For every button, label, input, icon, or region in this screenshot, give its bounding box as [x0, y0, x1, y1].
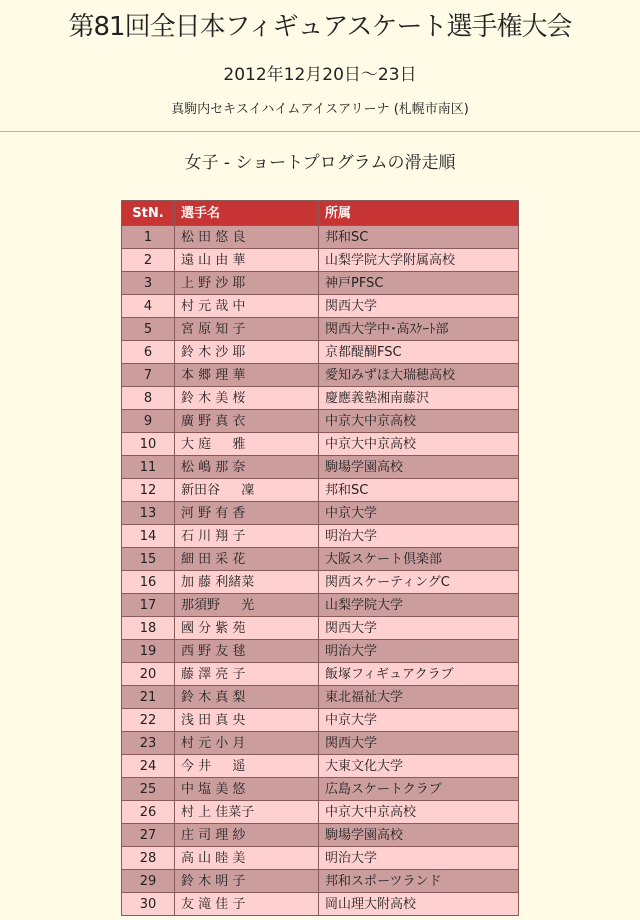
- club-cell: 明治大学: [319, 640, 519, 663]
- table-body: [122, 226, 519, 916]
- skater-name-cell: 鈴 木 沙 耶: [175, 341, 319, 364]
- skater-name-cell: 廣 野 真 衣: [175, 410, 319, 433]
- skater-name-cell: 新田谷 凜: [175, 479, 319, 502]
- skater-name-cell: 高 山 睦 美: [175, 847, 319, 870]
- club-cell: 邦和スポーツランド: [319, 870, 519, 893]
- start-number-cell: 27: [122, 824, 175, 847]
- skater-name-cell: 西 野 友 毬: [175, 640, 319, 663]
- skater-name-cell: 加 藤 利緒菜: [175, 571, 319, 594]
- table-row: [122, 617, 519, 640]
- start-number-cell: 3: [122, 272, 175, 295]
- skater-name-cell: 今 井 遥: [175, 755, 319, 778]
- start-number-cell: 25: [122, 778, 175, 801]
- start-number-cell: 5: [122, 318, 175, 341]
- skater-name-cell: 村 上 佳菜子: [175, 801, 319, 824]
- table-row: [122, 226, 519, 249]
- club-cell: 中京大中京高校: [319, 801, 519, 824]
- skater-name-cell: 庄 司 理 紗: [175, 824, 319, 847]
- club-cell: 広島スケートクラブ: [319, 778, 519, 801]
- skater-name-cell: 國 分 紫 苑: [175, 617, 319, 640]
- skater-name-cell: 村 元 哉 中: [175, 295, 319, 318]
- club-cell: 邦和SC: [319, 479, 519, 502]
- club-cell: 愛知みずほ大瑞穂高校: [319, 364, 519, 387]
- start-number-cell: 18: [122, 617, 175, 640]
- table-row: [122, 663, 519, 686]
- start-number-cell: 2: [122, 249, 175, 272]
- club-cell: 京都醍醐FSC: [319, 341, 519, 364]
- start-order-table: [121, 200, 519, 916]
- club-cell: 駒場学園高校: [319, 456, 519, 479]
- table-header-row: [122, 201, 519, 226]
- club-cell: 中京大中京高校: [319, 410, 519, 433]
- start-number-cell: 7: [122, 364, 175, 387]
- club-cell: 大阪スケート倶楽部: [319, 548, 519, 571]
- skater-name-cell: 宮 原 知 子: [175, 318, 319, 341]
- skater-name-cell: 鈴 木 真 梨: [175, 686, 319, 709]
- table-row: [122, 640, 519, 663]
- table-row: [122, 318, 519, 341]
- start-number-cell: 17: [122, 594, 175, 617]
- club-cell: 関西大学: [319, 732, 519, 755]
- table-row: [122, 847, 519, 870]
- table-row: [122, 709, 519, 732]
- club-cell: 駒場学園高校: [319, 824, 519, 847]
- table-row: [122, 272, 519, 295]
- skater-name-cell: 河 野 有 香: [175, 502, 319, 525]
- start-number-cell: 4: [122, 295, 175, 318]
- table-row: [122, 594, 519, 617]
- start-number-cell: 20: [122, 663, 175, 686]
- club-cell: 飯塚フィギュアクラブ: [319, 663, 519, 686]
- section-subtitle: 女子 - ショートプログラムの滑走順: [184, 153, 456, 173]
- club-cell: 中京大学: [319, 502, 519, 525]
- skater-name-cell: 鈴 木 美 桜: [175, 387, 319, 410]
- table-row: [122, 732, 519, 755]
- skater-name-cell: 大 庭 雅: [175, 433, 319, 456]
- skater-name-cell: 松 田 悠 良: [175, 226, 319, 249]
- start-number-cell: 22: [122, 709, 175, 732]
- event-dates: 2012年12月20日〜23日: [223, 65, 417, 85]
- divider: [0, 131, 640, 132]
- club-cell: 関西スケーティングC: [319, 571, 519, 594]
- column-header-skater-name: 選手名: [175, 201, 319, 226]
- skater-name-cell: 友 滝 佳 子: [175, 893, 319, 916]
- start-number-cell: 12: [122, 479, 175, 502]
- column-header-start-number: StN.: [122, 201, 175, 226]
- skater-name-cell: 本 郷 理 華: [175, 364, 319, 387]
- start-number-cell: 1: [122, 226, 175, 249]
- club-cell: 邦和SC: [319, 226, 519, 249]
- table-row: [122, 824, 519, 847]
- club-cell: 中京大学: [319, 709, 519, 732]
- table-row: [122, 801, 519, 824]
- start-number-cell: 8: [122, 387, 175, 410]
- start-number-cell: 14: [122, 525, 175, 548]
- club-cell: 関西大学中･高ｽｹｰﾄ部: [319, 318, 519, 341]
- start-number-cell: 13: [122, 502, 175, 525]
- table-row: [122, 249, 519, 272]
- skater-name-cell: 細 田 采 花: [175, 548, 319, 571]
- club-cell: 山梨学院大学附属高校: [319, 249, 519, 272]
- skater-name-cell: 那須野 光: [175, 594, 319, 617]
- start-number-cell: 30: [122, 893, 175, 916]
- club-cell: 山梨学院大学: [319, 594, 519, 617]
- club-cell: 慶應義塾湘南藤沢: [319, 387, 519, 410]
- club-cell: 大東文化大学: [319, 755, 519, 778]
- start-number-cell: 21: [122, 686, 175, 709]
- club-cell: 明治大学: [319, 847, 519, 870]
- table-row: [122, 341, 519, 364]
- skater-name-cell: 上 野 沙 耶: [175, 272, 319, 295]
- start-number-cell: 23: [122, 732, 175, 755]
- event-venue: 真駒内セキスイハイムアイスアリーナ (札幌市南区): [171, 102, 469, 117]
- table-row: [122, 548, 519, 571]
- table-row: [122, 755, 519, 778]
- table-row: [122, 870, 519, 893]
- table-row: [122, 893, 519, 916]
- start-number-cell: 9: [122, 410, 175, 433]
- start-number-cell: 15: [122, 548, 175, 571]
- start-number-cell: 16: [122, 571, 175, 594]
- skater-name-cell: 松 嶋 那 奈: [175, 456, 319, 479]
- skater-name-cell: 遠 山 由 華: [175, 249, 319, 272]
- start-number-cell: 28: [122, 847, 175, 870]
- table-row: [122, 571, 519, 594]
- start-number-cell: 19: [122, 640, 175, 663]
- club-cell: 関西大学: [319, 295, 519, 318]
- start-number-cell: 26: [122, 801, 175, 824]
- table-row: [122, 456, 519, 479]
- table-row: [122, 479, 519, 502]
- start-number-cell: 11: [122, 456, 175, 479]
- table-row: [122, 686, 519, 709]
- page-title: 第81回全日本フィギュアスケート選手権大会: [68, 12, 572, 42]
- table-row: [122, 502, 519, 525]
- table-row: [122, 433, 519, 456]
- skater-name-cell: 村 元 小 月: [175, 732, 319, 755]
- club-cell: 明治大学: [319, 525, 519, 548]
- start-number-cell: 29: [122, 870, 175, 893]
- start-order-table-container: [121, 200, 518, 916]
- table-row: [122, 364, 519, 387]
- club-cell: 関西大学: [319, 617, 519, 640]
- skater-name-cell: 石 川 翔 子: [175, 525, 319, 548]
- table-row: [122, 410, 519, 433]
- start-number-cell: 6: [122, 341, 175, 364]
- skater-name-cell: 浅 田 真 央: [175, 709, 319, 732]
- club-cell: 神戸PFSC: [319, 272, 519, 295]
- table-row: [122, 525, 519, 548]
- club-cell: 中京大中京高校: [319, 433, 519, 456]
- club-cell: 岡山理大附高校: [319, 893, 519, 916]
- skater-name-cell: 鈴 木 明 子: [175, 870, 319, 893]
- table-row: [122, 295, 519, 318]
- start-number-cell: 10: [122, 433, 175, 456]
- table-row: [122, 778, 519, 801]
- table-row: [122, 387, 519, 410]
- skater-name-cell: 中 塩 美 悠: [175, 778, 319, 801]
- start-number-cell: 24: [122, 755, 175, 778]
- club-cell: 東北福祉大学: [319, 686, 519, 709]
- skater-name-cell: 藤 澤 亮 子: [175, 663, 319, 686]
- column-header-club: 所属: [319, 201, 519, 226]
